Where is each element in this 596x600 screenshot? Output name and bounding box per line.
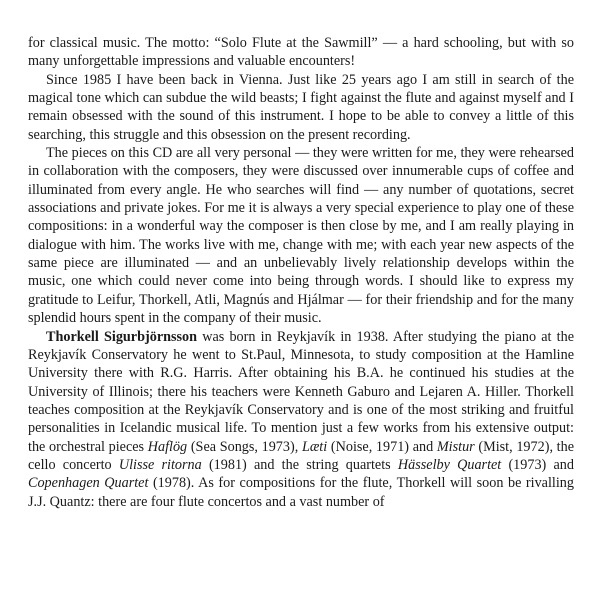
work-title: Hässelby Quartet — [397, 456, 502, 473]
work-title: Copenhagen Quartet — [28, 475, 149, 492]
paragraph-vienna: Since 1985 I have been back in Vienna. Just like 25 years ago I am still in search of the magical tone which can subdue the wild beasts; I fight against the flute and against myself and I remain obsessed with the sound of this instrument. I hope to be able to convey a little of this searching, this struggle and this obsession on the present recording. — [28, 71, 574, 143]
work-title: Mistur — [436, 438, 475, 455]
paragraph-motto: for classical music. The motto: “Solo Flute at the Sawmill” — a hard schooling, but with so many unforgettable impressions and valuable encounters! — [28, 35, 574, 70]
bio-text: (Mist, 1972), the cello concerto — [28, 438, 574, 473]
bio-text: (1973) and — [501, 456, 574, 473]
bio-text: was born in Reykjavík in 1938. After studying the piano at the Reykjavík Conservatory he went to St.Paul, Minnesota, to study composition at the Hamline University there with R.G. Harris. After obtaining his B.A. he continued his studies at the University of Illinois; there his teachers were Kenneth Gaburo and Lejaren A. Hiller. Thorkell teaches composition at the Reykjavík Conservatory and is one of the most striking and fruitful personalities in Icelandic musical life. To mention just a few works from his extensive output: the orchestral pieces — [28, 328, 574, 455]
work-title: Læti — [301, 438, 328, 455]
work-title: Ulisse ritorna — [118, 456, 202, 473]
paragraph-thorkell-bio — [28, 328, 574, 511]
document-page — [28, 34, 574, 511]
bio-text: (1981) and the string quartets — [201, 456, 398, 473]
bio-text: (1978). As for compositions for the flute, Thorkell will soon be rivalling J.J. Quantz: there are four flute concertos and a vast number of — [28, 475, 574, 510]
paragraph-pieces: The pieces on this CD are all very personal — they were written for me, they were rehearsed in collaboration with the composers, they were discussed over innumerable cups of coffee and illuminated from every angle. He who searches will find — any number of quotations, secret associations and private jokes. For me it is always a very special experience to play one of these compositions: in a wonderful way the composer is then close by me, and I am really playing in dialogue with him. The works live with me, change with me; with each year new aspects of the same piece are illuminated — and an unbelievably lively relationship develops within the music, one which could never come into being through words. I should like to express my gratitude to Leifur, Thorkell, Atli, Magnús and Hjálmar — for their friendship and for the many splendid hours spent in the company of their music. — [28, 145, 574, 327]
bio-text: (Sea Songs, 1973), — [187, 438, 302, 455]
work-title: Haflög — [147, 438, 188, 455]
bio-text: (Noise, 1971) and — [327, 438, 437, 455]
composer-name: Thorkell Sigurbjörnsson — [46, 328, 198, 345]
